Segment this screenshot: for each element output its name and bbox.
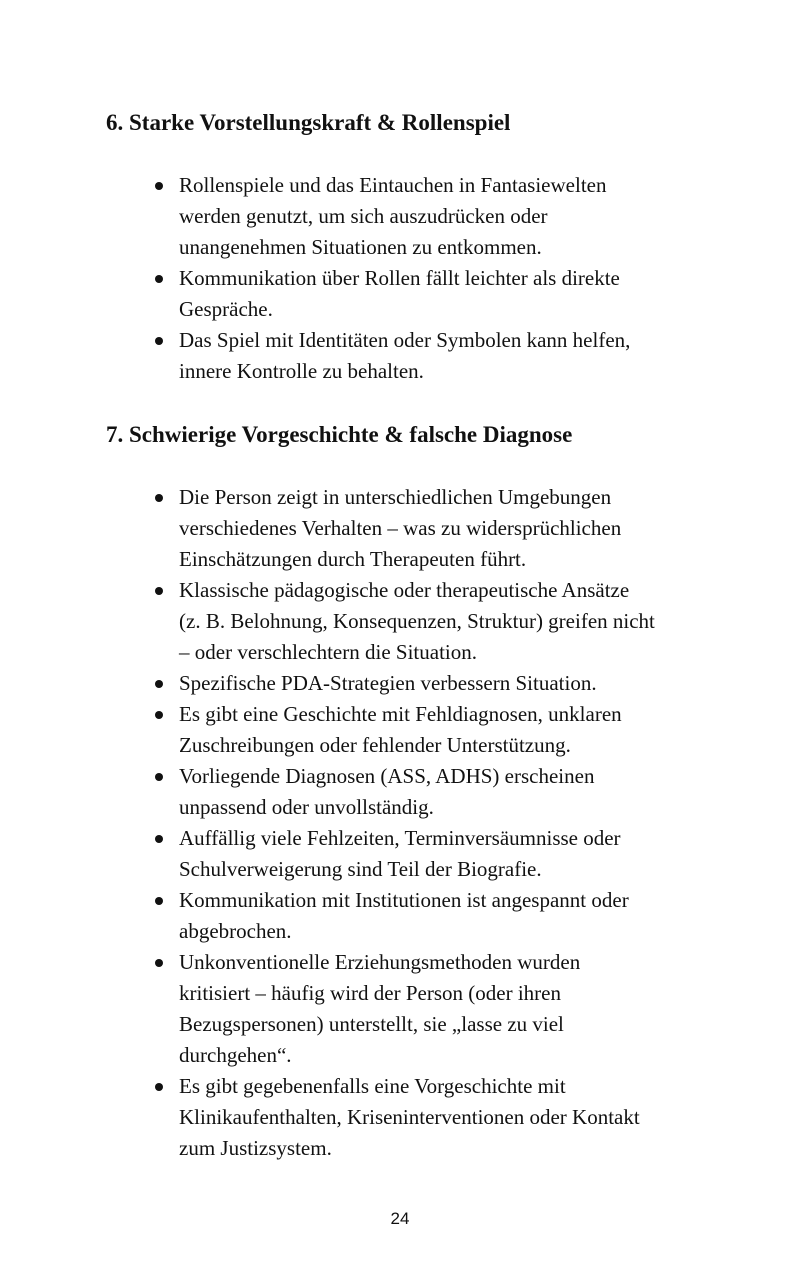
bullet-item <box>152 823 712 885</box>
bullet-line: Vorliegende Diagnosen (ASS, ADHS) erscheinen <box>179 764 595 788</box>
bullet-line: Klassische pädagogische oder therapeutische Ansätze <box>179 578 630 602</box>
bullet-line: Es gibt eine Geschichte mit Fehldiagnosen, unklaren <box>179 702 622 726</box>
page-number: 24 <box>390 1209 410 1228</box>
bullet-icon <box>155 1083 163 1091</box>
bullet-icon <box>155 897 163 905</box>
bullet-line: abgebrochen. <box>179 919 292 943</box>
bullet-line: werden genutzt, um sich auszudrücken oder <box>179 204 548 228</box>
bullet-line: unangenehmen Situationen zu entkommen. <box>179 235 542 259</box>
bullet-line: kritisiert – häufig wird der Person (oder ihren <box>179 981 561 1005</box>
bullet-line: Bezugspersonen) unterstellt, sie „lasse zu viel <box>179 1012 564 1036</box>
bullet-icon <box>155 680 163 688</box>
bullet-icon <box>155 587 163 595</box>
bullet-line: Es gibt gegebenenfalls eine Vorgeschichte mit <box>179 1074 566 1098</box>
section-6-heading: 6. Starke Vorstellungskraft & Rollenspiel <box>106 110 511 135</box>
bullet-icon <box>155 275 163 283</box>
bullet-line: Das Spiel mit Identitäten oder Symbolen kann helfen, <box>179 328 631 352</box>
bullet-icon <box>155 182 163 190</box>
bullet-item <box>152 263 712 325</box>
bullet-line: Klinikaufenthalten, Kriseninterventionen oder Kontakt <box>179 1105 640 1129</box>
bullet-item <box>152 761 712 823</box>
section-7-heading: 7. Schwierige Vorgeschichte & falsche Diagnose <box>106 422 573 447</box>
bullet-line: (z. B. Belohnung, Konsequenzen, Struktur) greifen nicht <box>179 609 655 633</box>
bullet-line: Kommunikation mit Institutionen ist angespannt oder <box>179 888 629 912</box>
bullet-line: – oder verschlechtern die Situation. <box>179 640 477 664</box>
bullet-item <box>152 699 712 761</box>
bullet-line: Zuschreibungen oder fehlender Unterstützung. <box>179 733 571 757</box>
bullet-icon <box>155 494 163 502</box>
bullet-item <box>152 947 712 1071</box>
bullet-item <box>152 482 712 575</box>
bullet-item <box>152 885 712 947</box>
bullet-icon <box>155 711 163 719</box>
bullet-line: durchgehen“. <box>179 1043 292 1067</box>
bullet-line: Schulverweigerung sind Teil der Biografie. <box>179 857 542 881</box>
bullet-line: Auffällig viele Fehlzeiten, Terminversäumnisse oder <box>179 826 621 850</box>
bullet-line: Unkonventionelle Erziehungsmethoden wurden <box>179 950 581 974</box>
bullet-icon <box>155 835 163 843</box>
bullet-icon <box>155 959 163 967</box>
bullet-line: zum Justizsystem. <box>179 1136 332 1160</box>
section-6-bullet-list <box>152 170 712 387</box>
bullet-item <box>152 1071 712 1164</box>
section-7-bullet-list <box>152 482 712 1164</box>
bullet-line: innere Kontrolle zu behalten. <box>179 359 424 383</box>
bullet-icon <box>155 773 163 781</box>
bullet-line: unpassend oder unvollständig. <box>179 795 434 819</box>
bullet-line: Einschätzungen durch Therapeuten führt. <box>179 547 527 571</box>
bullet-line: Kommunikation über Rollen fällt leichter als direkte <box>179 266 620 290</box>
bullet-line: verschiedenes Verhalten – was zu widersprüchlichen <box>179 516 622 540</box>
bullet-item <box>152 668 712 699</box>
bullet-line: Rollenspiele und das Eintauchen in Fantasiewelten <box>179 173 607 197</box>
bullet-item <box>152 170 712 263</box>
bullet-item <box>152 325 712 387</box>
bullet-line: Spezifische PDA-Strategien verbessern Situation. <box>179 671 597 695</box>
bullet-item <box>152 575 712 668</box>
bullet-line: Die Person zeigt in unterschiedlichen Umgebungen <box>179 485 612 509</box>
bullet-line: Gespräche. <box>179 297 273 321</box>
bullet-icon <box>155 337 163 345</box>
